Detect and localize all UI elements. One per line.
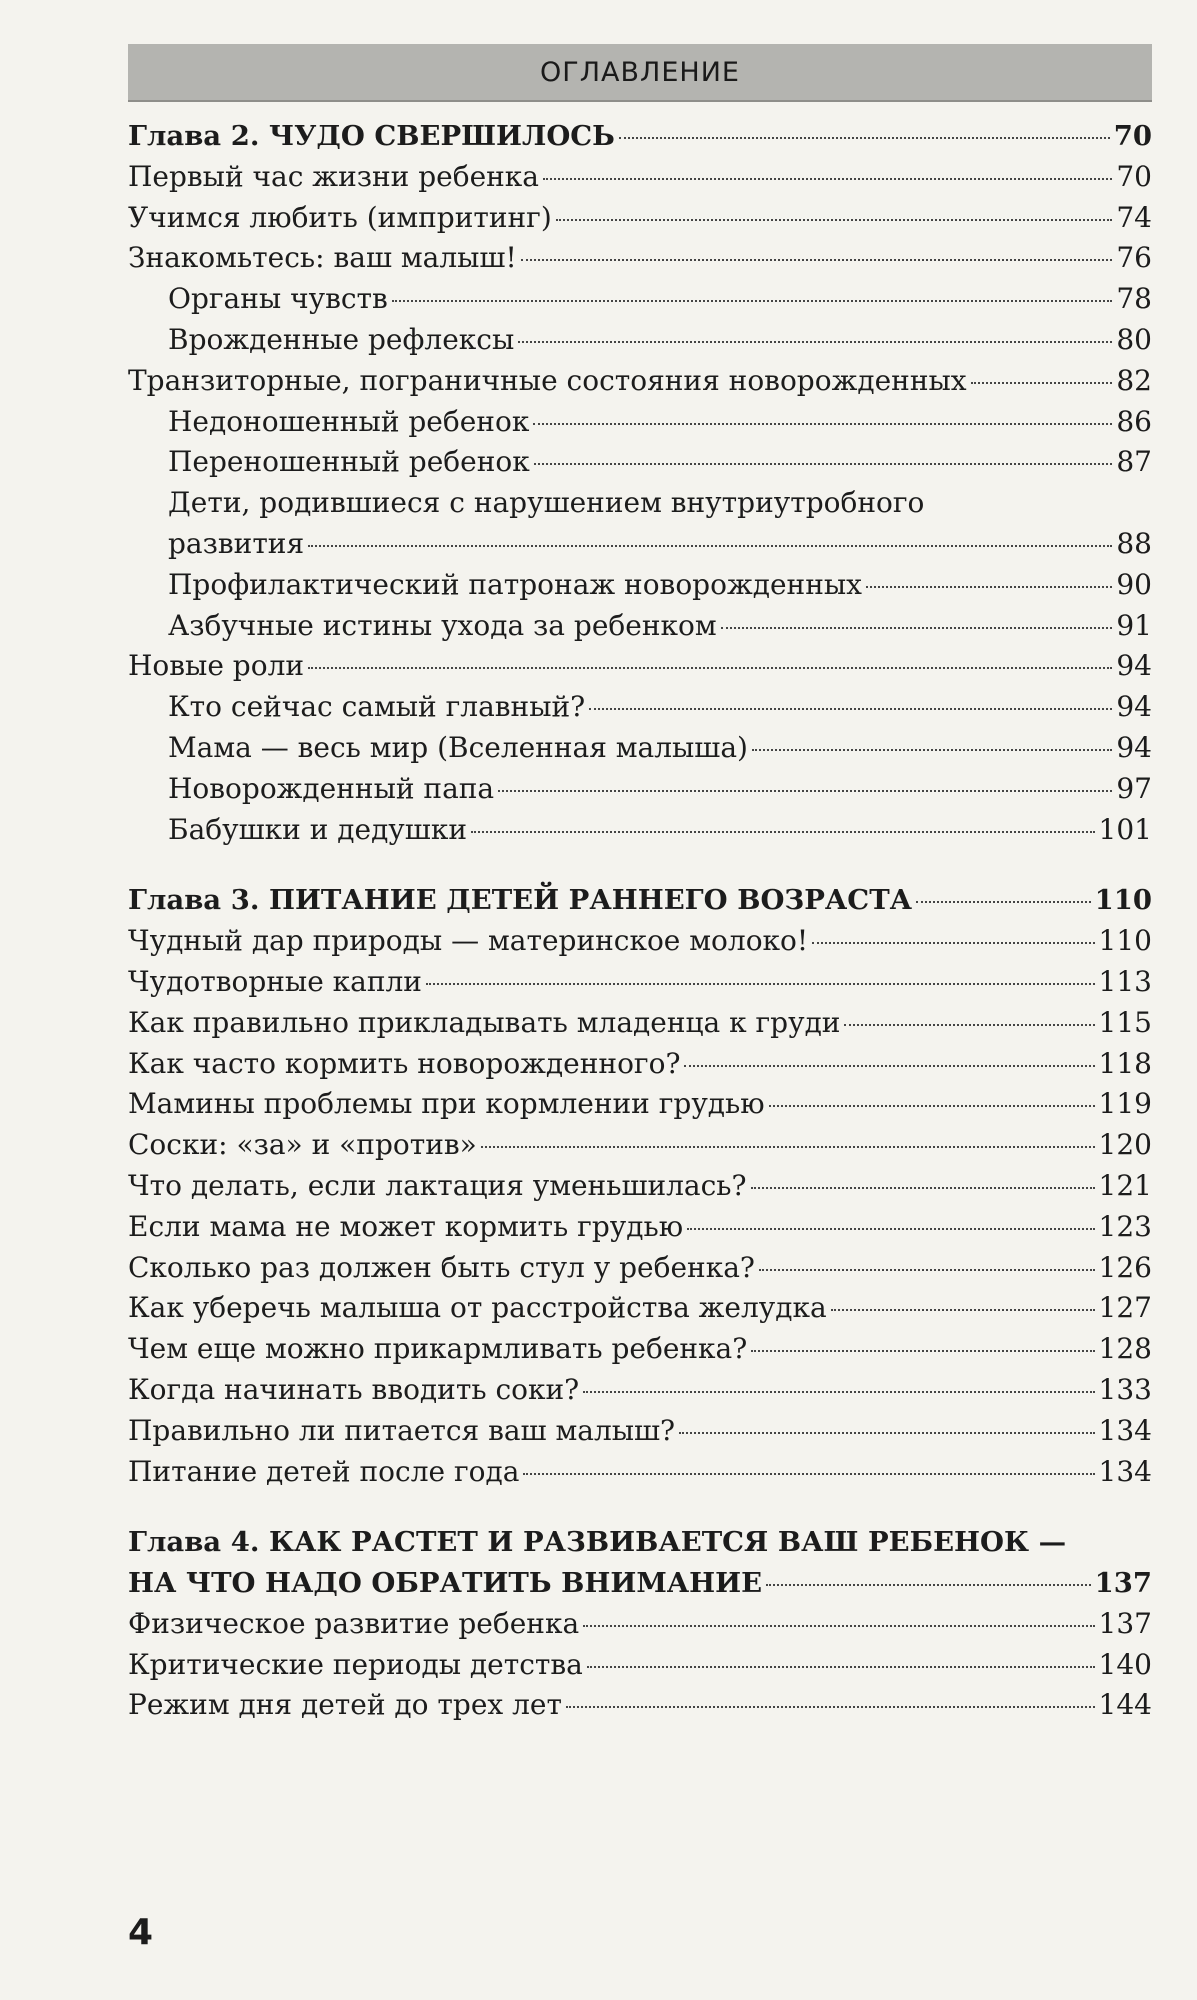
- toc-page-number: 82: [1116, 363, 1152, 397]
- toc-entry: [128, 921, 1152, 962]
- dot-leader: [523, 1473, 1094, 1475]
- toc-entry-title: Новые роли: [128, 649, 305, 683]
- toc-page-number: 86: [1116, 404, 1152, 438]
- dot-leader: [687, 1228, 1094, 1230]
- page-title: ОГЛАВЛЕНИЕ: [540, 56, 740, 88]
- toc-entry: [128, 1685, 1152, 1726]
- toc-page-number: 78: [1116, 282, 1152, 316]
- toc-chapter: [128, 116, 1152, 157]
- toc-page-number: 110: [1094, 884, 1152, 917]
- dot-leader: [866, 586, 1112, 588]
- toc-page-number: 70: [1116, 159, 1152, 193]
- dot-leader: [308, 545, 1112, 547]
- toc-entry-title: развития: [168, 526, 305, 560]
- toc-page-number: 127: [1098, 1291, 1152, 1325]
- dot-leader: [543, 178, 1112, 180]
- toc-entry: [128, 1411, 1152, 1452]
- dot-leader: [916, 901, 1091, 903]
- toc-entry: [128, 1288, 1152, 1329]
- toc-chapter: [128, 880, 1152, 921]
- toc-entry-title: Новорожденный папа: [168, 771, 495, 805]
- toc-entry: [128, 1125, 1152, 1166]
- toc-entry-title: Если мама не может кормить грудью: [128, 1209, 684, 1243]
- toc-entry-title: Сколько раз должен быть стул у ребенка?: [128, 1250, 755, 1284]
- toc-page-number: 126: [1098, 1250, 1152, 1284]
- toc-entry: [128, 646, 1152, 687]
- toc-entry: [128, 1044, 1152, 1085]
- toc-page-number: 87: [1116, 445, 1152, 479]
- toc-entry-title: Учимся любить (импритинг): [128, 200, 552, 234]
- dot-leader: [533, 423, 1112, 425]
- toc-page-number: 137: [1094, 1567, 1152, 1600]
- dot-leader: [518, 341, 1112, 343]
- dot-leader: [587, 1666, 1095, 1668]
- toc-entry-title: Соски: «за» и «против»: [128, 1128, 477, 1162]
- toc-entry: [128, 1604, 1152, 1645]
- toc-page-number: 113: [1098, 964, 1152, 998]
- dot-leader: [759, 1269, 1095, 1271]
- toc-entry: [128, 810, 1152, 851]
- toc-chapter-line: [128, 1522, 1152, 1563]
- toc-page-number: 123: [1098, 1209, 1152, 1243]
- toc-entry: [128, 524, 1152, 565]
- toc-entry-title: Как уберечь малыша от расстройства желудка: [128, 1291, 827, 1325]
- dot-leader: [556, 219, 1113, 221]
- toc-page-number: 140: [1098, 1647, 1152, 1681]
- toc-entry: [128, 962, 1152, 1003]
- toc-entry-title: НА ЧТО НАДО ОБРАТИТЬ ВНИМАНИЕ: [128, 1567, 763, 1600]
- toc-page-number: 118: [1098, 1046, 1152, 1080]
- toc-entry: [128, 238, 1152, 279]
- toc-entry-title: Что делать, если лактация уменьшилась?: [128, 1168, 747, 1202]
- dot-leader: [769, 1105, 1095, 1107]
- toc-page-number: 134: [1098, 1454, 1152, 1488]
- page-number: 4: [128, 1912, 154, 1953]
- dot-leader: [426, 983, 1095, 985]
- toc-entry-title: Глава 3. ПИТАНИЕ ДЕТЕЙ РАННЕГО ВОЗРАСТА: [128, 884, 913, 917]
- toc-entry: [128, 279, 1152, 320]
- toc-entry-title: Знакомьтесь: ваш малыш!: [128, 241, 517, 275]
- toc-page-number: 94: [1116, 730, 1152, 764]
- toc-page-number: 80: [1116, 322, 1152, 356]
- toc-entry: [128, 1003, 1152, 1044]
- toc-page-number: 97: [1116, 771, 1152, 805]
- dot-leader: [583, 1625, 1094, 1627]
- toc-entry-title: Чудный дар природы — материнское молоко!: [128, 924, 809, 958]
- toc-entry: [128, 769, 1152, 810]
- header-band: [128, 44, 1152, 102]
- toc-page-number: 91: [1116, 608, 1152, 642]
- dot-leader: [752, 749, 1112, 751]
- toc-entry-title: Питание детей после года: [128, 1454, 520, 1488]
- dot-leader: [766, 1584, 1090, 1586]
- toc-entry: [128, 728, 1152, 769]
- toc-entry-title: Органы чувств: [168, 282, 388, 316]
- dot-leader: [619, 137, 1110, 139]
- dot-leader: [831, 1309, 1095, 1311]
- dot-leader: [471, 831, 1095, 833]
- toc-entry: [128, 198, 1152, 239]
- toc-page-number: 74: [1116, 200, 1152, 234]
- toc-entry: [128, 1370, 1152, 1411]
- toc-page-number: 94: [1116, 649, 1152, 683]
- toc-page-number: 88: [1116, 526, 1152, 560]
- dot-leader: [721, 627, 1113, 629]
- toc-page-number: 133: [1098, 1372, 1152, 1406]
- dot-leader: [844, 1024, 1094, 1026]
- toc-entry-title: Когда начинать вводить соки?: [128, 1372, 580, 1406]
- toc-entry: [128, 565, 1152, 606]
- toc-entry-title: Правильно ли питается ваш малыш?: [128, 1413, 676, 1447]
- toc-entry: [128, 687, 1152, 728]
- toc-page-number: 128: [1098, 1332, 1152, 1366]
- toc-entry: [128, 1329, 1152, 1370]
- toc-entry-line: [128, 483, 1152, 524]
- toc-entry-title: Чем еще можно прикармливать ребенка?: [128, 1332, 748, 1366]
- toc-page-number: 110: [1098, 924, 1152, 958]
- toc-entry-title: Недоношенный ребенок: [168, 404, 530, 438]
- toc-page-number: 120: [1098, 1128, 1152, 1162]
- toc-page-number: 90: [1116, 567, 1152, 601]
- toc-entry-title: Как часто кормить новорожденного?: [128, 1046, 681, 1080]
- toc-entry-title: Кто сейчас самый главный?: [168, 690, 586, 724]
- dot-leader: [481, 1146, 1095, 1148]
- toc-chapter: [128, 1563, 1152, 1604]
- toc-entry-title: Первый час жизни ребенка: [128, 159, 540, 193]
- dot-leader: [534, 463, 1113, 465]
- dot-leader: [589, 708, 1112, 710]
- dot-leader: [566, 1706, 1095, 1708]
- dot-leader: [498, 790, 1112, 792]
- dot-leader: [308, 667, 1112, 669]
- toc-entry: [128, 361, 1152, 402]
- dot-leader: [751, 1187, 1095, 1189]
- toc-entry: [128, 1084, 1152, 1125]
- dot-leader: [751, 1350, 1094, 1352]
- toc-page-number: 70: [1113, 120, 1152, 152]
- toc-entry-title: Транзиторные, пограничные состояния новорожденных: [128, 363, 967, 397]
- toc-entry: [128, 402, 1152, 443]
- toc-entry-title: Врожденные рефлексы: [168, 322, 515, 356]
- toc-entry: [128, 157, 1152, 198]
- toc-entry-title: Мама — весь мир (Вселенная малыша): [168, 730, 748, 764]
- dot-leader: [684, 1065, 1094, 1067]
- dot-leader: [392, 300, 1113, 302]
- toc-page-number: 101: [1098, 812, 1152, 846]
- toc-entry: [128, 1645, 1152, 1686]
- dot-leader: [679, 1432, 1094, 1434]
- toc-entry-title: Чудотворные капли: [128, 964, 422, 998]
- toc-entry-title: Мамины проблемы при кормлении грудью: [128, 1087, 765, 1121]
- toc-page-number: 94: [1116, 690, 1152, 724]
- toc-page-number: 144: [1098, 1688, 1152, 1722]
- toc-entry-title: Бабушки и дедушки: [168, 812, 467, 846]
- toc-entry-title: Физическое развитие ребенка: [128, 1606, 580, 1640]
- toc-entry: [128, 442, 1152, 483]
- toc-entry-title: Как правильно прикладывать младенца к груди: [128, 1005, 841, 1039]
- dot-leader: [521, 259, 1113, 261]
- toc-page-number: 119: [1098, 1087, 1152, 1121]
- toc-entry: [128, 320, 1152, 361]
- toc-entry-title: Режим дня детей до трех лет: [128, 1688, 562, 1722]
- toc-entry-title: Критические периоды детства: [128, 1647, 583, 1681]
- toc-entry-title: Глава 4. КАК РАСТЕТ И РАЗВИВАЕТСЯ ВАШ РЕБЕНОК —: [128, 1526, 1067, 1559]
- toc-entry: [128, 1248, 1152, 1289]
- toc-page-number: 121: [1098, 1168, 1152, 1202]
- toc-page-number: 137: [1098, 1606, 1152, 1640]
- toc-entry-title: Профилактический патронаж новорожденных: [168, 567, 862, 601]
- toc-entry-title: Дети, родившиеся с нарушением внутриутробного: [168, 486, 925, 520]
- dot-leader: [971, 382, 1113, 384]
- toc-entry: [128, 1452, 1152, 1493]
- dot-leader: [583, 1391, 1094, 1393]
- toc-entry: [128, 1166, 1152, 1207]
- dot-leader: [812, 942, 1094, 944]
- toc-entry: [128, 606, 1152, 647]
- toc-page-number: 134: [1098, 1413, 1152, 1447]
- toc-entry-title: Глава 2. ЧУДО СВЕРШИЛОСЬ: [128, 120, 615, 152]
- toc-entry: [128, 1207, 1152, 1248]
- toc-entry-title: Азбучные истины ухода за ребенком: [168, 608, 717, 642]
- table-of-contents: [128, 116, 1152, 1726]
- toc-page-number: 76: [1116, 241, 1152, 275]
- toc-entry-title: Переношенный ребенок: [168, 445, 530, 479]
- toc-page-number: 115: [1098, 1005, 1152, 1039]
